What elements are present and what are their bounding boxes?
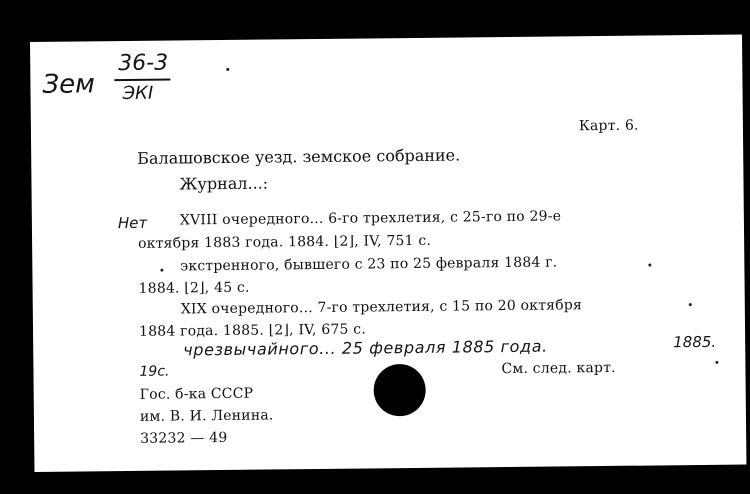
speck xyxy=(226,68,229,71)
handwritten-prefix: Зем xyxy=(42,69,95,100)
entry-line-4: 1884. ⌊2⌋, 45 с. xyxy=(138,279,250,297)
card-heading: Балашовское уезд. земское собрание. xyxy=(137,145,461,168)
library-line-2: им. В. И. Ленина. xyxy=(139,407,274,425)
entry-line-2: октября 1883 года. 1884. ⌊2⌋, IV, 751 с. xyxy=(138,232,432,252)
card-subheading: Журнал...: xyxy=(179,173,269,194)
handwritten-marker-19: 19с. xyxy=(139,363,170,380)
library-line-1: Гос. б-ка СССР xyxy=(139,385,254,403)
speck xyxy=(160,269,163,272)
speck xyxy=(648,264,651,267)
speck xyxy=(689,303,692,306)
handwritten-denominator: ЭКI xyxy=(122,82,154,105)
entry-line-6: 1884 года. 1885. ⌊2⌋, IV, 675 с. xyxy=(138,321,367,340)
entry-line-1: XVIII очередного... 6-го трехлетия, с 25-го по 29-е xyxy=(179,208,562,229)
punch-hole xyxy=(373,364,426,417)
handwritten-numerator: 36-3 xyxy=(118,50,169,77)
handwritten-extraordinary-line: чрезвычайного... 25 февраля 1885 года. xyxy=(183,336,548,360)
entry-line-3: экстренного, бывшего с 23 по 25 февраля 1884 г. xyxy=(180,254,558,275)
handwritten-year-right: 1885. xyxy=(673,332,717,352)
entry-line-5: XIX очередного... 7-го трехлетия, с 15 по 20 октября xyxy=(180,297,583,318)
see-next-card: См. след. карт. xyxy=(501,359,616,378)
fraction-line xyxy=(114,79,170,82)
handwritten-marker-net: Нет xyxy=(117,213,148,233)
speck xyxy=(715,361,718,364)
card-number: Карт. 6. xyxy=(578,117,639,135)
library-line-3: 33232 — 49 xyxy=(140,429,228,447)
catalog-card xyxy=(30,35,746,472)
